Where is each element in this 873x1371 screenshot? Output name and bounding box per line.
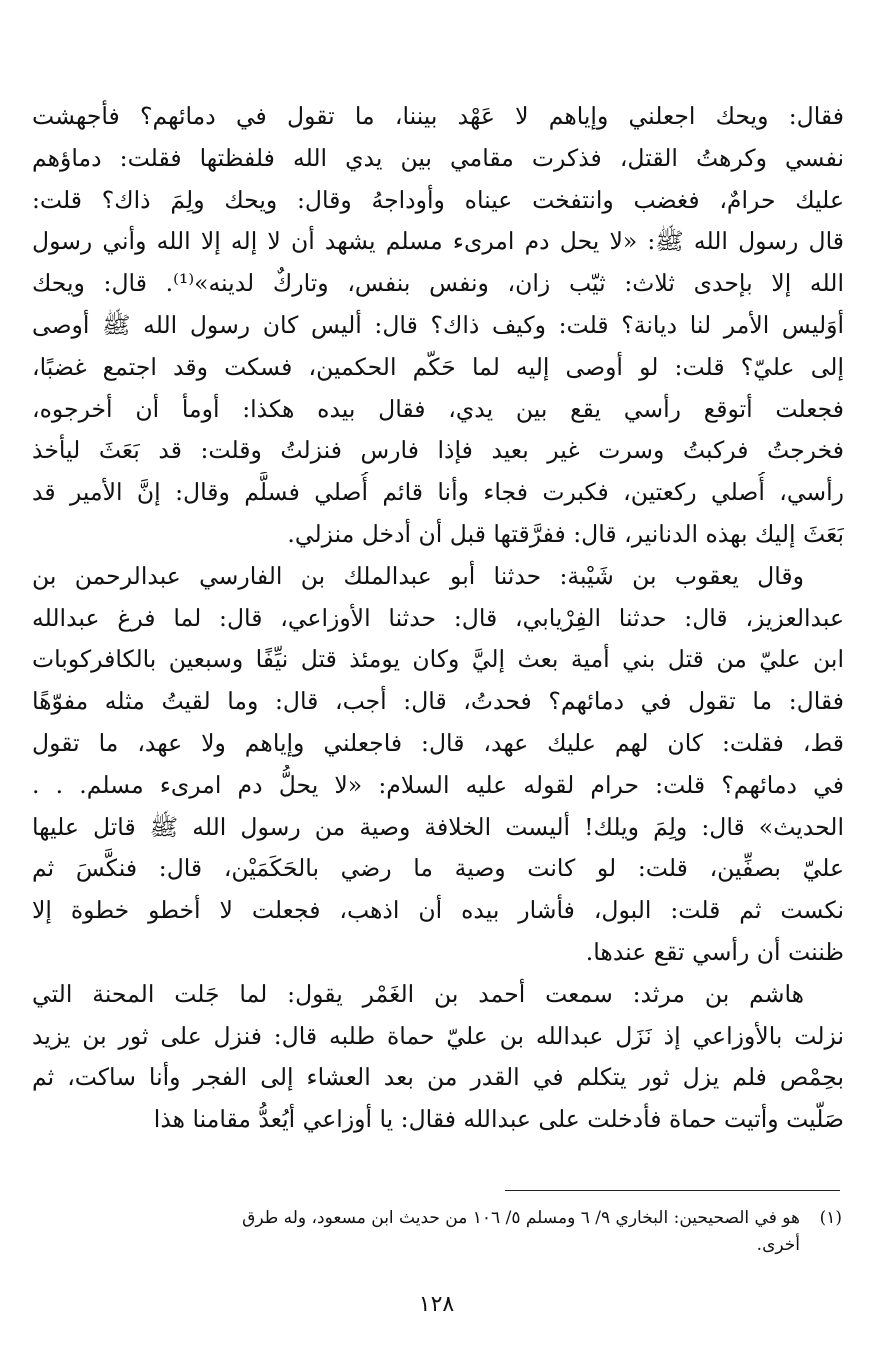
text-line: فجعلت أتوقع رأسي يقع بين يدي، فقال بيده هكذا: أومأ أن أخرجوه، <box>32 394 844 423</box>
footnote-number: (١) <box>819 1208 842 1228</box>
text-line: فقال: ويحك اجعلني وإياهم لا عَهْد بيننا، ما تقول في دمائهم؟ فأجهشت <box>32 102 844 130</box>
text-line: وقال يعقوب بن شَيْبة: حدثنا أبو عبدالملك بن الفارسي عبدالرحمن بن <box>32 561 804 590</box>
text-line: عبدالعزيز، قال: حدثنا الفِرْيابي، قال: حدثنا الأوزاعي، قال: لما فرغ عبدالله <box>32 603 844 632</box>
text-line: هاشم بن مرثد: سمعت أحمد بن الغَمْر يقول: لما جَلت المحنة التي <box>32 979 804 1008</box>
text-line: عليك حرامٌ، فغضب وانتفخت عيناه وأوداجهُ وقال: ويحك ولِمَ ذاك؟ قلت: <box>32 185 844 214</box>
paragraph <box>32 96 844 556</box>
main-text <box>32 96 844 1141</box>
text-line: الله إلا بإحدى ثلاث: ثيّب زان، ونفس بنفس، وتاركٌ لدينه»⁽¹⁾. قال: ويحك <box>32 269 844 298</box>
footnote-text: هو في الصحيحين: البخاري ٩/ ٦ ومسلم ٥/ ١٠٦ من حديث ابن مسعود، وله طرق <box>242 1208 800 1228</box>
paragraph <box>32 974 844 1141</box>
text-line: عليّ بصفِّين، قلت: لو كانت وصية ما رضي بالحَكَمَيْن، قال: فنكَّسَ ثم <box>32 854 844 883</box>
text-line: قال رسول الله ﷺ: «لا يحل دم امرىء مسلم يشهد أن لا إله إلا الله وأني رسول <box>32 227 844 256</box>
text-line: الحديث» قال: ولِمَ ويلك! أليست الخلافة وصية من رسول الله ﷺ قاتل عليها <box>32 812 844 841</box>
page-number: ١٢٨ <box>418 1292 455 1317</box>
text-line: نزلت بالأوزاعي إذ نَزَل عبدالله بن عليّ حماة طلبه قال: فنزل على ثور بن يزيد <box>32 1021 844 1050</box>
text-line: فخرجتُ فركبتُ وسرت غير بعيد فإذا فارس فنزلتُ وقلت: قد بَعَثَ ليأخذ <box>32 436 844 465</box>
footnote-line: أخرى. <box>756 1235 800 1255</box>
text-line: بَعَثَ إليك بهذه الدنانير، قال: ففرَّقتها قبل أن أدخل منزلي. <box>287 519 844 548</box>
text-line: فقال: ما تقول في دمائهم؟ فحدتُ، قال: أجب، قال: وما لقيتُ مثله مفوّهًا <box>32 687 844 716</box>
text-line: قط، فقلت: كان لهم عليك عهد، قال: فاجعلني وإياهم ولا عهد، ما تقول <box>32 728 844 757</box>
footnote-line <box>30 1205 842 1232</box>
text-line: بحِمْص فلم يزل ثور يتكلم في القدر من بعد العشاء إلى الفجر وأنا ساكت، ثم <box>32 1063 844 1092</box>
text-line: ابن عليّ من قتل بني أمية بعث إليَّ وكان يومئذ قتل نيِّفًا وسبعين بالكافركوبات <box>32 645 844 674</box>
text-line: صَلّيت وأتيت حماة فأدخلت على عبدالله فقال: يا أوزاعي أيُعدُّ مقامنا هذا <box>153 1105 844 1134</box>
text-line: ظننت أن رأسي تقع عندها. <box>585 937 844 966</box>
text-line: في دمائهم؟ قلت: حرام لقوله عليه السلام: «لا يحلُّ دم امرىء مسلم. . . <box>32 770 844 799</box>
text-line: رأسي، أُصلي ركعتين، فكبرت فجاء وأنا قائم أُصلي فسلَّم وقال: إنَّ الأمير قد <box>32 478 844 507</box>
text-line: إلى عليّ؟ قلت: لو أوصى إليه لما حَكّم الحكمين، فسكت وقد اجتمع غضبًا، <box>32 352 844 381</box>
text-line: أوَليس الأمر لنا ديانة؟ قلت: وكيف ذاك؟ قال: أليس كان رسول الله ﷺ أوصى <box>32 310 844 339</box>
text-line: نفسي وكرهتُ القتل، فذكرت مقامي بين يدي الله فلفظتها فقلت: دماؤهم <box>32 143 844 172</box>
text-line: نكست ثم قلت: البول، فأشار بيده أن اذهب، فجعلت لا أخطو خطوة إلا <box>32 896 844 925</box>
paragraph <box>32 556 844 974</box>
footnote-separator <box>505 1190 840 1191</box>
footnote <box>30 1205 842 1259</box>
